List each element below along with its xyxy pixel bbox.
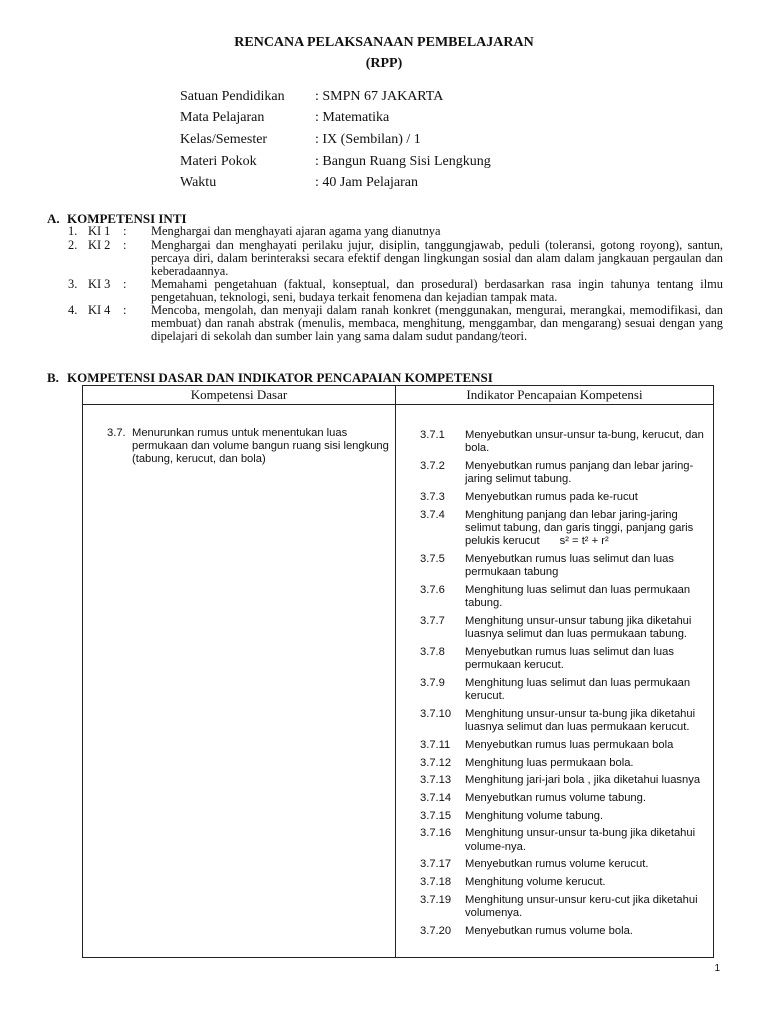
kd-number: 3.7. bbox=[107, 427, 126, 439]
indicator-text: Menyebutkan rumus luas selimut dan luas permukaan tabung bbox=[465, 552, 674, 579]
kompetensi-table bbox=[82, 385, 714, 958]
list-item bbox=[420, 646, 705, 673]
info-row-waktu bbox=[180, 172, 491, 194]
list-item bbox=[420, 876, 705, 889]
indicator-text: Menyebutkan rumus luas selimut dan luas permukaan kerucut. bbox=[465, 645, 674, 672]
indicator-number: 3.7.17 bbox=[420, 858, 452, 871]
list-item bbox=[420, 708, 705, 735]
indicator-number: 3.7.4 bbox=[420, 508, 445, 521]
indicator-number: 3.7.10 bbox=[420, 707, 452, 720]
ki-text: Menghargai dan menghayati perilaku jujur, disiplin, tanggungjawab, peduli (toleransi, gotong royong), santun, percaya diri, dalam berinteraksi secara efektif dengan lingkungan sosial dan alam dalam jangkauan pergaulan dan keberadaannya. bbox=[151, 238, 723, 279]
info-block bbox=[180, 86, 491, 194]
list-item bbox=[420, 810, 705, 823]
page-number: 1 bbox=[714, 963, 720, 974]
formula: s² = t² + r² bbox=[559, 535, 609, 548]
indicator-text: Menghitung unsur-unsur tabung jika diketahui luasnya selimut dan luas permukaan tabung. bbox=[465, 614, 692, 641]
list-item bbox=[420, 858, 705, 871]
indicator-list bbox=[396, 405, 713, 938]
indicator-number: 3.7.11 bbox=[420, 738, 451, 751]
ki-code: KI 1 bbox=[88, 224, 111, 238]
list-item bbox=[420, 925, 705, 938]
indicator-number: 3.7.9 bbox=[420, 676, 445, 689]
ki-item-2 bbox=[68, 239, 723, 279]
info-label: Satuan Pendidikan bbox=[180, 88, 285, 104]
ki-colon: : bbox=[123, 303, 127, 317]
section-letter: B. bbox=[47, 370, 59, 385]
ki-code: KI 3 bbox=[88, 277, 111, 291]
list-item bbox=[420, 827, 705, 854]
indicator-number: 3.7.19 bbox=[420, 893, 452, 906]
list-item bbox=[420, 615, 705, 642]
indicator-cell bbox=[396, 405, 714, 958]
ki-item-4 bbox=[68, 304, 723, 344]
indicator-text: Menghitung unsur-unsur ta-bung jika diketahui volume-nya. bbox=[465, 827, 696, 853]
ki-colon: : bbox=[123, 224, 127, 238]
ki-colon: : bbox=[123, 238, 127, 252]
document-title: RENCANA PELAKSANAAN PEMBELAJARAN bbox=[234, 35, 534, 50]
indicator-number: 3.7.1 bbox=[420, 429, 445, 441]
ki-text: Menghargai dan menghayati ajaran agama yang dianutnya bbox=[151, 224, 441, 238]
list-item bbox=[420, 894, 705, 921]
ki-item-1 bbox=[68, 225, 723, 238]
info-label: Materi Pokok bbox=[180, 153, 257, 169]
list-item bbox=[420, 460, 705, 487]
section-letter: A. bbox=[47, 211, 60, 226]
kd-cell bbox=[83, 405, 396, 958]
table-header-row bbox=[83, 386, 714, 405]
section-title: KOMPETENSI DASAR DAN INDIKATOR PENCAPAIAN KOMPETENSI bbox=[67, 370, 493, 385]
indicator-number: 3.7.3 bbox=[420, 490, 445, 503]
indicator-text: Menyebutkan rumus volume bola. bbox=[465, 924, 633, 937]
indicator-text: Menyebutkan unsur-unsur ta-bung, kerucut, dan bola. bbox=[465, 429, 704, 455]
list-item bbox=[420, 509, 705, 549]
indicator-text: Menghitung volume kerucut. bbox=[465, 875, 606, 888]
info-value: : Matematika bbox=[315, 110, 390, 126]
info-value: : IX (Sembilan) / 1 bbox=[315, 131, 421, 147]
info-row-mapel bbox=[180, 108, 491, 130]
ki-number: 4. bbox=[68, 303, 78, 317]
indicator-number: 3.7.15 bbox=[420, 809, 452, 822]
table-row bbox=[83, 405, 714, 958]
section-title: KOMPETENSI INTI bbox=[67, 211, 187, 226]
indicator-text: Menghitung luas selimut dan luas permukaan tabung. bbox=[465, 583, 691, 610]
indicator-text: Menyebutkan rumus volume tabung. bbox=[465, 791, 646, 804]
info-row-kelas bbox=[180, 129, 491, 151]
section-heading-kompetensi-dasar bbox=[47, 370, 493, 386]
list-item bbox=[420, 739, 705, 752]
indicator-number: 3.7.16 bbox=[420, 827, 452, 840]
document-subtitle: (RPP) bbox=[365, 56, 403, 71]
indicator-number: 3.7.5 bbox=[420, 552, 445, 565]
indicator-number: 3.7.13 bbox=[420, 774, 452, 787]
ki-code: KI 2 bbox=[88, 238, 111, 252]
ki-code: KI 4 bbox=[88, 303, 111, 317]
indicator-text: Menghitung luas permukaan bola. bbox=[465, 756, 634, 769]
list-item bbox=[420, 792, 705, 805]
list-item bbox=[420, 774, 705, 787]
indicator-text: Menghitung jari-jari bola , jika diketahui luasnya bbox=[465, 774, 701, 787]
info-row-materi bbox=[180, 151, 491, 173]
indicator-text: Menyebutkan rumus panjang dan lebar jaring-jaring selimut tabung. bbox=[465, 459, 694, 486]
indicator-text: Menghitung panjang dan lebar jaring-jaring selimut tabung, dan garis tinggi, panjang garis pelukis kerucut bbox=[465, 508, 694, 548]
indicator-text: Menghitung volume tabung. bbox=[465, 809, 604, 822]
indicator-number: 3.7.6 bbox=[420, 583, 445, 596]
kd-text: Menurunkan rumus untuk menentukan luas permukaan dan volume bangun ruang sisi lengkung (tabung, kerucut, dan bola) bbox=[132, 427, 389, 466]
info-label: Waktu bbox=[180, 175, 217, 191]
info-label: Kelas/Semester bbox=[180, 131, 268, 147]
indicator-text: Menyebutkan rumus pada ke-rucut bbox=[465, 490, 638, 503]
list-item bbox=[420, 491, 705, 504]
info-value: : Bangun Ruang Sisi Lengkung bbox=[315, 153, 491, 169]
list-item bbox=[420, 677, 705, 704]
indicator-text: Menyebutkan rumus volume kerucut. bbox=[465, 858, 649, 871]
indicator-number: 3.7.20 bbox=[420, 924, 452, 937]
info-value: : SMPN 67 JAKARTA bbox=[315, 88, 444, 104]
indicator-text: Menghitung unsur-unsur keru-cut jika diketahui volumenya. bbox=[465, 893, 698, 919]
indicator-text: Menghitung luas selimut dan luas permukaan kerucut. bbox=[465, 676, 691, 703]
indicator-number: 3.7.8 bbox=[420, 645, 445, 658]
list-item bbox=[420, 584, 705, 611]
indicator-number: 3.7.18 bbox=[420, 875, 452, 888]
ki-text: Memahami pengetahuan (faktual, konseptual, dan prosedural) berdasarkan rasa ingin tahunya tentang ilmu pengetahuan, teknologi, seni, budaya terkait fenomena dan kejadian tampak mata. bbox=[151, 277, 723, 305]
ki-item-3 bbox=[68, 278, 723, 304]
column-header-indikator: Indikator Pencapaian Kompetensi bbox=[396, 386, 714, 405]
ki-colon: : bbox=[123, 277, 127, 291]
info-value: : 40 Jam Pelajaran bbox=[315, 175, 419, 191]
indicator-number: 3.7.2 bbox=[420, 459, 445, 472]
info-label: Mata Pelajaran bbox=[180, 110, 265, 126]
list-item bbox=[420, 429, 705, 456]
ki-number: 3. bbox=[68, 277, 78, 291]
info-row-satuan bbox=[180, 86, 491, 108]
indicator-number: 3.7.12 bbox=[420, 756, 452, 769]
indicator-number: 3.7.7 bbox=[420, 614, 445, 627]
indicator-text: Menyebutkan rumus luas permukaan bola bbox=[465, 738, 674, 751]
list-item bbox=[420, 553, 705, 580]
column-header-kompetensi-dasar: Kompetensi Dasar bbox=[83, 386, 396, 405]
ki-number: 1. bbox=[68, 224, 78, 238]
list-item bbox=[420, 757, 705, 770]
indicator-number: 3.7.14 bbox=[420, 791, 452, 804]
ki-number: 2. bbox=[68, 238, 78, 252]
ki-text: Mencoba, mengolah, dan menyaji dalam ranah konkret (menggunakan, mengurai, merangkai, memodifikasi, dan membuat) dan ranah abstrak (menulis, membaca, menghitung, menggambar, dan mengarang) sesuai dengan yang dipelajari di sekolah dan sumber lain yang sama dalam sudut pandang/teori. bbox=[151, 303, 723, 344]
indicator-text: Menghitung unsur-unsur ta-bung jika diketahui luasnya selimut dan luas permukaan kerucut. bbox=[465, 707, 696, 734]
